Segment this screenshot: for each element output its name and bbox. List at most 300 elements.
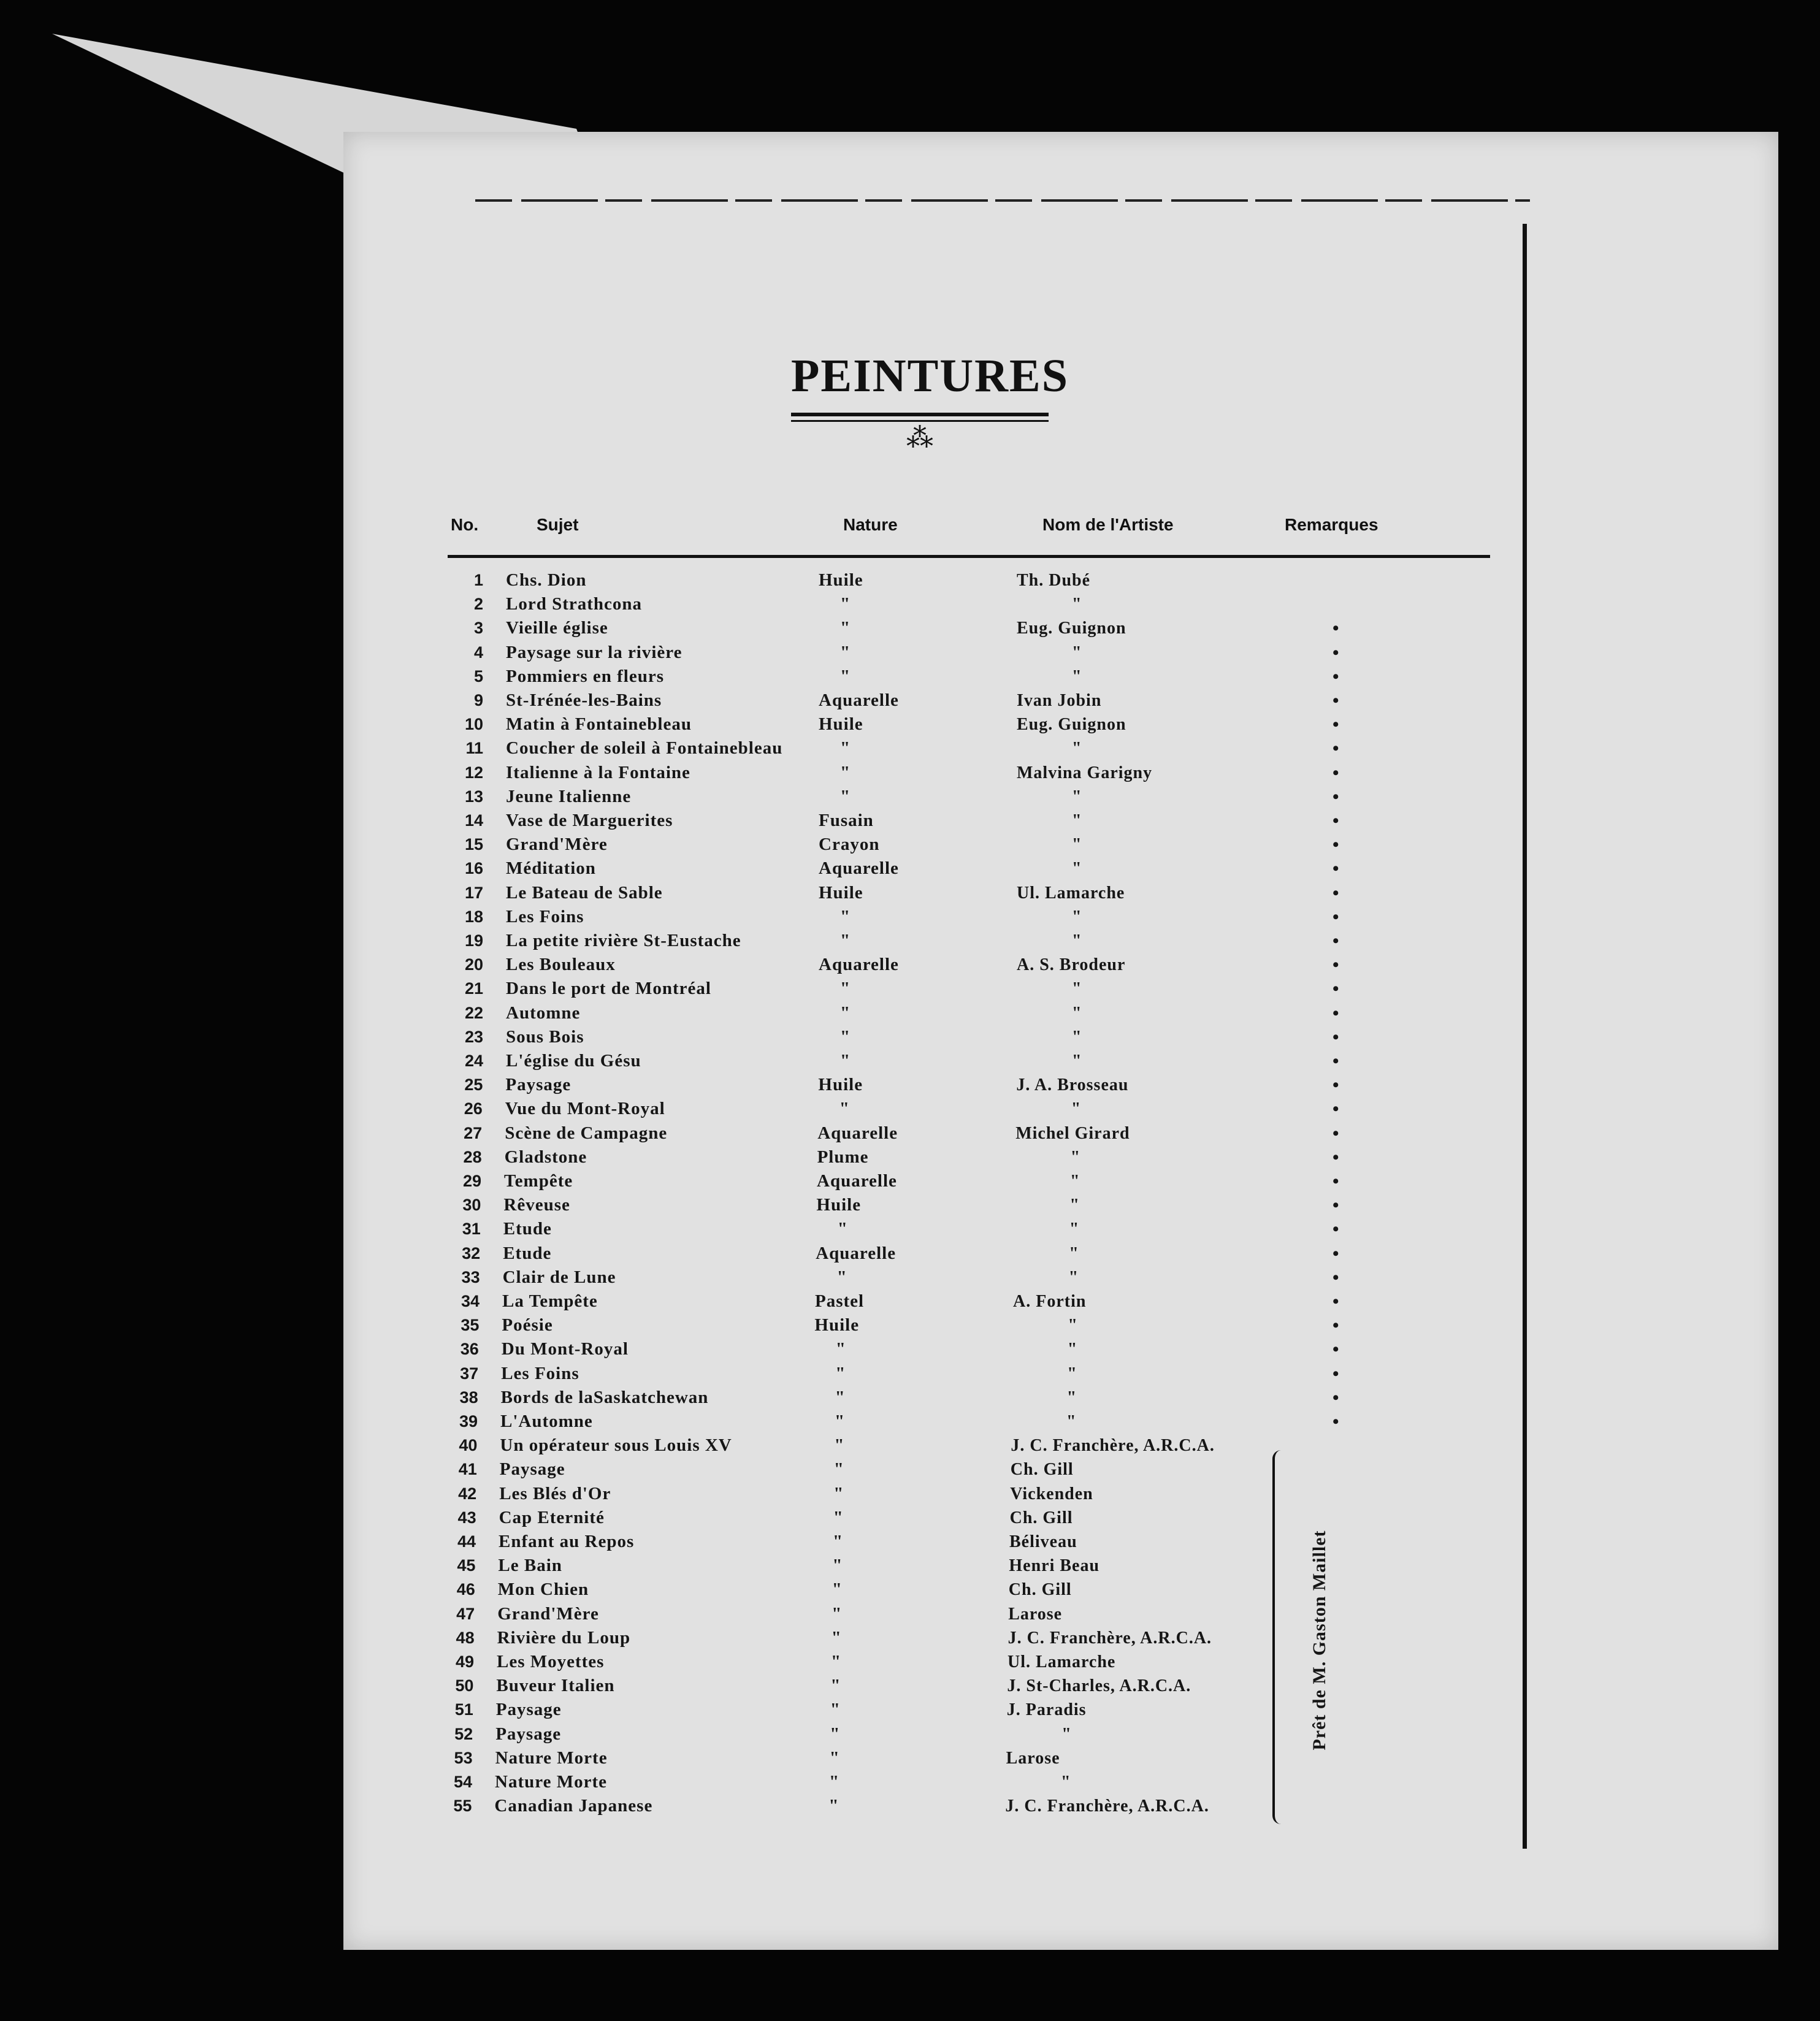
cell-remarque: • [1332,1387,1339,1408]
document-page [343,132,1778,1950]
table-row [343,953,1754,977]
table-row [343,1457,1754,1481]
cell-nature: " [831,1627,842,1648]
cell-remarque: • [1332,1363,1339,1384]
cell-nature: " [833,1483,844,1503]
cell-remarque: • [1332,1412,1339,1432]
cell-sujet: Le Bateau de Sable [506,882,663,903]
table-row [343,1674,1754,1698]
cell-artiste: " [1071,1099,1082,1119]
cell-no: 26 [464,1099,483,1118]
cell-sujet: La petite rivière St-Eustache [506,931,741,950]
cell-nature: " [832,1580,843,1600]
cell-artiste: " [1072,835,1082,855]
cell-remarque: • [1332,1267,1339,1288]
table-row [343,1626,1754,1650]
cell-sujet: Poésie [502,1315,553,1335]
cell-nature: " [840,642,851,662]
cell-remarque: • [1332,618,1339,639]
cell-artiste: Larose [1008,1604,1063,1624]
cell-nature: " [835,1363,846,1383]
cell-remarque: • [1332,1099,1339,1120]
cell-artiste: " [1072,595,1082,614]
cell-no: 4 [473,643,483,662]
cell-no: 53 [454,1748,473,1767]
cell-sujet: Dans le port de Montréal [506,979,711,999]
cell-artiste: Larose [1006,1748,1060,1768]
cell-no: 49 [455,1652,474,1671]
cell-nature: " [836,1267,847,1287]
cell-no: 21 [464,979,483,998]
cell-no: 11 [465,739,483,758]
table-row [343,1746,1754,1770]
cell-no: 54 [453,1773,472,1791]
cell-nature: " [840,1026,851,1047]
table-row [343,1434,1754,1457]
cell-sujet: Du Mont-Royal [501,1339,629,1359]
cell-artiste: " [1070,1172,1080,1191]
cell-sujet: Gladstone [504,1147,587,1167]
cell-artiste: Th. Dubé [1017,571,1091,590]
cell-nature: Huile [819,570,863,590]
cell-remarque: • [1332,1147,1339,1167]
table-row [343,833,1754,857]
cell-no: 47 [456,1604,475,1623]
cell-nature: " [833,1532,844,1551]
cell-nature: " [832,1556,843,1576]
cell-sujet: Etude [503,1243,552,1263]
cell-sujet: Paysage sur la rivière [506,642,682,662]
table-row [343,1362,1754,1386]
table-row [343,1242,1754,1266]
cell-artiste: Henri Beau [1009,1556,1100,1576]
cell-remarque: • [1332,714,1339,735]
table-row [343,929,1754,953]
cell-sujet: La Tempête [502,1291,598,1311]
cell-remarque: • [1332,1291,1339,1312]
cell-remarque: • [1332,1219,1339,1240]
table-row [343,761,1754,785]
cell-no: 40 [459,1436,478,1455]
cell-artiste: Eug. Guignon [1017,619,1126,638]
cell-artiste: " [1067,1340,1078,1359]
bracket [1272,1450,1287,1824]
table-row [343,1770,1754,1794]
cell-sujet: Paysage [495,1700,562,1720]
cell-no: 37 [460,1364,479,1383]
cell-sujet: Rêveuse [503,1195,570,1215]
cell-sujet: Coucher de soleil à Fontainebleau [506,738,783,758]
cell-nature: Huile [816,1195,862,1215]
top-rule [475,199,1530,202]
cell-sujet: Italienne à la Fontaine [506,762,690,782]
cell-sujet: Mon Chien [497,1580,589,1600]
cell-no: 44 [457,1532,476,1551]
cell-nature: " [831,1652,842,1671]
cell-artiste: " [1061,1724,1072,1744]
cell-remarque: • [1332,1003,1339,1023]
cell-artiste: J. A. Brosseau [1016,1075,1129,1095]
cell-remarque: • [1332,1026,1339,1047]
cell-sujet: Enfant au Repos [499,1532,635,1551]
cell-sujet: Buveur Italien [496,1676,615,1696]
cell-sujet: St-Irénée-les-Bains [506,690,662,710]
cell-remarque: • [1332,762,1339,783]
cell-nature: Plume [817,1147,869,1167]
cell-no: 50 [455,1676,474,1695]
cell-sujet: Vue du Mont-Royal [505,1099,665,1119]
cell-no: 18 [464,907,483,926]
cell-artiste: Vickenden [1010,1484,1093,1503]
cell-no: 9 [473,691,483,709]
table-row [343,1193,1754,1217]
cell-sujet: Scène de Campagne [505,1123,668,1143]
cell-no: 15 [464,835,483,854]
header-artiste: Nom de l'Artiste [1042,515,1174,534]
cell-sujet: Un opérateur sous Louis XV [500,1435,732,1456]
cell-artiste: Eug. Guignon [1017,715,1126,735]
cell-artiste: " [1070,1147,1081,1167]
cell-remarque: • [1332,666,1339,687]
cell-nature: Pastel [815,1291,865,1311]
cell-no: 33 [461,1267,480,1286]
cell-sujet: Vase de Marguerites [506,811,673,830]
cell-sujet: Grand'Mère [497,1603,599,1624]
cell-artiste: " [1069,1220,1080,1239]
cell-no: 39 [459,1412,478,1431]
table-row [343,1722,1754,1746]
cell-artiste: " [1072,907,1082,926]
cell-artiste: " [1066,1388,1077,1407]
cell-nature: Aquarelle [819,955,899,975]
table-row [343,1698,1754,1722]
cell-artiste: " [1072,667,1082,686]
cell-no: 41 [458,1460,477,1479]
cell-no: 43 [457,1508,476,1527]
cell-artiste: Ul. Lamarche [1008,1652,1116,1671]
table-row [343,1337,1754,1361]
cell-nature: Huile [819,714,863,735]
cell-artiste: " [1061,1773,1071,1792]
table-row [343,1145,1754,1169]
header-sujet: Sujet [537,515,579,534]
table-row [343,713,1754,736]
cell-artiste: " [1069,1244,1079,1263]
cell-sujet: Tempête [504,1171,573,1191]
cell-remarque: • [1332,786,1339,807]
cell-nature: " [839,1099,850,1119]
cell-no: 1 [473,571,483,589]
cell-sujet: Etude [503,1219,552,1239]
cell-artiste: Malvina Garigny [1017,763,1153,782]
cell-remarque: • [1332,738,1339,759]
cell-nature: " [835,1339,846,1359]
cell-nature: Aquarelle [819,858,899,879]
cell-remarque: • [1332,835,1339,855]
cell-nature: " [837,1219,848,1239]
cell-sujet: Le Bain [498,1556,562,1576]
cell-remarque: • [1332,1339,1339,1360]
cell-artiste: " [1067,1364,1077,1383]
cell-artiste: " [1072,643,1082,662]
cell-nature: " [840,1003,851,1023]
cell-sujet: Les Bouleaux [506,955,616,975]
cell-no: 3 [473,619,483,638]
cell-artiste: " [1069,1196,1080,1215]
cell-sujet: Clair de Lune [502,1267,616,1287]
cell-sujet: Nature Morte [495,1748,608,1768]
cell-no: 46 [456,1580,475,1599]
cell-no: 35 [461,1316,480,1335]
cell-artiste: Michel Girard [1015,1123,1130,1143]
cell-nature: " [830,1724,841,1744]
table-row [343,881,1754,905]
cell-remarque: • [1332,1075,1339,1096]
cell-sujet: Sous Bois [506,1026,584,1047]
cell-no: 30 [462,1196,481,1215]
cell-no: 14 [464,811,483,830]
cell-no: 5 [473,667,483,686]
cell-nature: " [833,1507,844,1527]
cell-no: 19 [464,931,483,950]
cell-sujet: Les Foins [506,906,584,926]
cell-nature: " [830,1676,841,1696]
cell-nature: Fusain [819,811,874,830]
cell-no: 28 [463,1147,482,1166]
cell-artiste: " [1072,787,1082,806]
cell-nature: " [830,1700,841,1720]
cell-remarque: • [1332,690,1339,711]
cell-no: 12 [464,763,483,782]
table-row [343,665,1754,689]
cell-no: 32 [462,1244,481,1263]
cell-sujet: Matin à Fontainebleau [506,714,692,735]
table-row [343,1217,1754,1241]
cell-remarque: • [1332,642,1339,663]
cell-no: 22 [464,1003,483,1022]
cell-artiste: Béliveau [1009,1532,1077,1551]
cell-artiste: Ch. Gill [1008,1580,1072,1600]
cell-no: 13 [464,787,483,806]
cell-sujet: Grand'Mère [506,835,608,855]
cell-artiste: J. C. Franchère, A.R.C.A. [1005,1797,1209,1816]
table-row [343,641,1754,665]
table-row [343,1602,1754,1626]
cell-artiste: " [1072,811,1082,830]
table-row [343,1313,1754,1337]
cell-remarque: • [1332,882,1339,903]
table-row [343,1506,1754,1530]
cell-sujet: Rivière du Loup [497,1627,631,1648]
cell-nature: Huile [814,1315,860,1335]
cell-nature: " [828,1796,839,1816]
cell-artiste: " [1072,859,1082,879]
cell-no: 38 [459,1388,478,1407]
cell-remarque: • [1332,1123,1339,1144]
cell-nature: " [835,1412,846,1431]
cell-sujet: Lord Strathcona [506,594,643,614]
cell-nature: Huile [819,882,863,903]
cell-sujet: Paysage [495,1724,562,1744]
cell-sujet: Paysage [505,1075,572,1095]
table-row [343,1554,1754,1578]
table-row [343,1049,1754,1073]
cell-artiste: " [1068,1267,1079,1287]
table-row [343,616,1754,640]
cell-no: 45 [457,1556,476,1575]
cell-nature: " [840,762,851,782]
cell-remarque: • [1332,1051,1339,1071]
table-row [343,977,1754,1001]
page-title: PEINTURES [791,350,1069,402]
cell-nature: " [840,931,851,950]
table-row [343,785,1754,809]
table-row [343,592,1754,616]
cell-no: 23 [464,1027,483,1046]
table-row [343,1121,1754,1145]
cell-nature: " [829,1748,840,1768]
table-row [343,736,1754,760]
cell-artiste: J. C. Franchère, A.R.C.A. [1011,1436,1215,1456]
cell-nature: " [835,1387,846,1407]
cell-remarque: • [1332,858,1339,879]
cell-no: 51 [454,1700,473,1719]
cell-no: 29 [462,1172,481,1190]
cell-sujet: Jeune Italienne [506,786,632,806]
cell-no: 25 [464,1075,483,1095]
title-underline [791,413,1049,416]
cell-no: 34 [461,1292,480,1310]
table-row [343,1073,1754,1097]
cell-sujet: Les Blés d'Or [499,1483,611,1503]
cell-no: 20 [464,955,483,974]
cell-artiste: " [1072,1052,1082,1071]
cell-sujet: Canadian Japanese [494,1796,653,1816]
cell-nature: Crayon [819,835,880,855]
cell-artiste: " [1072,1003,1082,1023]
ornament-icon: ⁂ [906,423,933,453]
cell-no: 42 [458,1484,477,1503]
table-row [343,568,1754,592]
header-nature: Nature [843,515,898,534]
table-row [343,1025,1754,1049]
cell-sujet: L'église du Gésu [506,1051,641,1071]
cell-artiste: Ul. Lamarche [1017,883,1125,903]
table-row [343,1386,1754,1410]
cell-nature: " [834,1435,845,1456]
cell-no: 27 [464,1123,483,1142]
cell-artiste: " [1072,1027,1082,1047]
cell-artiste: Ch. Gill [1009,1508,1073,1527]
cell-artiste: Ivan Jobin [1017,691,1102,710]
cell-nature: Aquarelle [816,1243,897,1263]
cell-remarque: • [1332,979,1339,999]
cell-sujet: Paysage [499,1459,565,1480]
cell-remarque: • [1332,931,1339,951]
table-row [343,1410,1754,1434]
cell-artiste: A. S. Brodeur [1017,955,1126,975]
table-row [343,1794,1754,1818]
cell-nature: Aquarelle [817,1171,897,1191]
cell-nature: " [832,1603,843,1624]
cell-sujet: L'Automne [500,1412,593,1431]
cell-no: 48 [456,1628,475,1647]
table-row [343,1097,1754,1121]
cell-no: 17 [464,883,483,902]
cell-sujet: Nature Morte [495,1772,607,1792]
cell-remarque: • [1332,811,1339,831]
cell-sujet: Automne [506,1003,581,1023]
cell-remarque: • [1332,906,1339,927]
cell-remarque: • [1332,955,1339,976]
cell-no: 10 [464,715,483,734]
cell-nature: " [840,594,851,614]
cell-remarque: • [1332,1243,1339,1264]
table-row [343,1530,1754,1554]
cell-nature: " [840,738,851,758]
cell-sujet: Bords de laSaskatchewan [500,1387,709,1407]
cell-nature: " [829,1772,840,1792]
cell-nature: " [840,906,851,926]
table-row [343,1289,1754,1313]
cell-remarque: • [1332,1171,1339,1191]
cell-artiste: " [1066,1412,1077,1431]
cell-sujet: Cap Eternité [499,1507,605,1527]
header-remarques: Remarques [1285,515,1378,534]
cell-sujet: Pommiers en fleurs [506,666,664,686]
cell-no: 52 [454,1724,473,1743]
cell-no: 31 [462,1220,481,1239]
cell-artiste: " [1072,931,1082,950]
cell-nature: Aquarelle [817,1123,898,1143]
cell-nature: " [833,1459,844,1480]
cell-sujet: Chs. Dion [506,570,587,590]
cell-sujet: Les Foins [501,1363,579,1383]
cell-artiste: J. Paradis [1006,1700,1087,1720]
cell-nature: " [840,979,851,999]
cell-artiste: J. St-Charles, A.R.C.A. [1007,1676,1191,1696]
table-row [343,1001,1754,1025]
cell-sujet: Les Moyettes [497,1652,605,1671]
table-row [343,1266,1754,1289]
cell-artiste: " [1068,1316,1078,1335]
cell-no: 2 [473,595,483,614]
cell-nature: " [840,666,851,686]
cell-artiste: A. Fortin [1013,1292,1087,1311]
cell-no: 16 [464,859,483,878]
cell-remarque: • [1332,1195,1339,1216]
cell-remarque: • [1332,1315,1339,1336]
pret-note: Prêt de M. Gaston Maillet [1309,1530,1329,1751]
cell-sujet: Vieille église [506,618,608,638]
header-rule [448,555,1490,558]
table-row [343,809,1754,833]
table-row [343,1578,1754,1602]
table-row [343,905,1754,929]
table-row [343,1169,1754,1193]
table-row [343,857,1754,881]
table-row [343,1650,1754,1674]
cell-no: 55 [453,1797,472,1816]
cell-sujet: Méditation [506,858,596,879]
cell-nature: Huile [818,1075,863,1095]
table-row [343,1482,1754,1506]
cell-artiste: " [1072,739,1082,758]
cell-artiste: J. C. Franchère, A.R.C.A. [1008,1628,1212,1648]
cell-nature: Aquarelle [819,690,899,710]
cell-nature: " [840,786,851,806]
cell-no: 36 [460,1340,479,1359]
